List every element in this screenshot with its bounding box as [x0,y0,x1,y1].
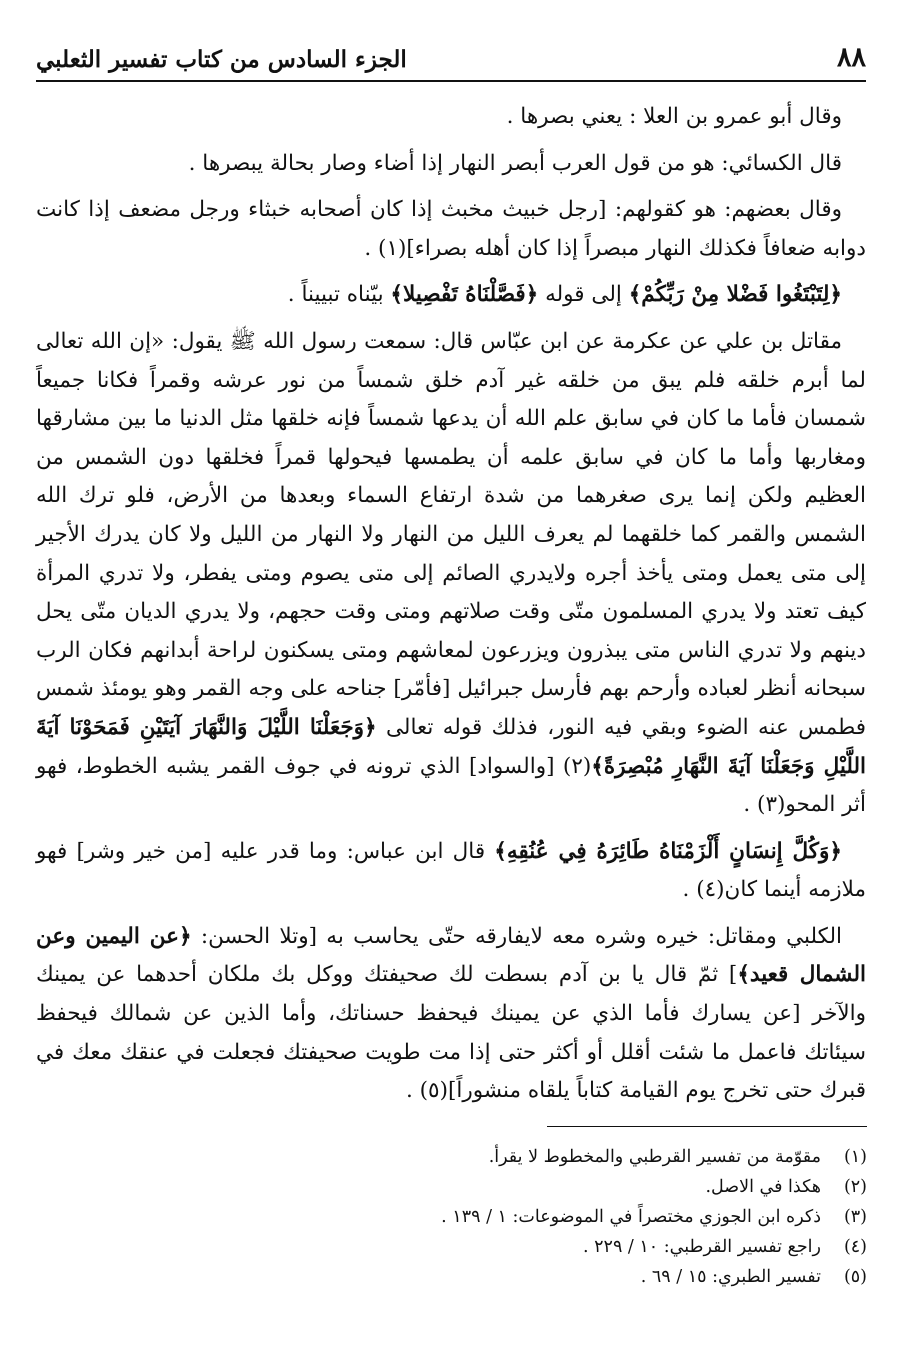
paragraph-verse-fadl [36,276,866,315]
paragraph-abu-amr [36,98,866,137]
footnote-divider [547,1126,867,1127]
quran-verse: ﴿وَكُلَّ إِنسَانٍ أَلْزَمْنَاهُ طَائِرَهُ فِي عُنُقِهِ﴾ [494,838,842,864]
paragraph-text: (٢) [والسواد] الذي ترونه في جوف القمر يشبه الخطوط، فهو أثر المحو(٣) . [36,753,866,818]
paragraph-kisai [36,145,866,184]
paragraph-text: مقاتل بن علي عن عكرمة عن ابن عبّاس قال: سمعت رسول الله ﷺ يقول: «إن الله تعالى لما أبرم خلقه فلم يبق من خلقه غير آدم خلق شمساً من نور عرشه وقمراً فكانا جميعاً شمسان فأما ما كان في سابق علم الله أن يدعها شمساً فإنه خلقها مثل الدنيا ما بين مشارقها ومغاربها وأما ما كان في سابق علمه أن يطمسها فيحولها قمراً فخلقها دون الشمس من العظيم ولكن إنما يرى صغرهما من شدة ارتفاع السماء وبعدها من الأرض، فلو ترك الله الشمس والقمر كما خلقهما لم يعرف الليل من النهار ولا النهار من الليل ولا كان يدرك الأجير إلى متى يعمل ومتى يأخذ أجره ولايدري الصائم إلى متى يصوم ومتى يفطر، ولا تدري المرأة كيف تعتد ولا يدري المسلمون متّى وقت صلاتهم ومتى وقت حجهم، ولا يدري الديان متّى يحل دينهم ولا تدري الناس متى يبذرون ويزرعون لمعاشهم ومتى يسكنون لراحة أبدانهم فكان الرب سبحانه أنظر لعباده وأرحم بهم فأرسل جبرائيل [فأمّر] جناحه على وجه القمر وهو يومئذ شمس فطمس عنه الضوء وبقي فيه النور، فذلك قوله تعالى [36,328,866,740]
footnote-text: هكذا في الاصل. [705,1177,821,1197]
footnote-text: ذكره ابن الجوزي مختصراً في الموضوعات: ١ / ١٣٩ . [441,1207,821,1227]
paragraph-muqatil-hadith [36,323,866,825]
footnote-number: (١) [843,1147,867,1167]
footnote-number: (٢) [843,1177,867,1197]
paragraph-text: الكلبي ومقاتل: خيره وشره معه لايفارقه حتّى يحاسب به [وتلا الحسن: [191,923,842,949]
quran-verse: ﴿وَجَعَلْنَا اللَّيْلَ وَالنَّهَارَ آيَتَيْنِ فَمَحَوْنَا آيَةَ اللَّيْلِ وَجَعَلْنَا آيَةَ النَّهَارِ مُبْصِرَةً﴾ [36,714,866,779]
footnote-number: (٥) [843,1267,867,1287]
paragraph-others [36,191,866,268]
footnote-item [37,1232,867,1262]
page-number: ٨٨ [836,42,866,73]
footnote-item [37,1202,867,1232]
footnotes [37,1142,867,1292]
footnote-number: (٣) [843,1207,867,1227]
footnote-item [37,1172,867,1202]
paragraph-text: بيّناه تبييناً . [287,282,391,308]
running-title: الجزء السادس من كتاب تفسير الثعلبي [36,46,407,73]
footnote-number: (٤) [843,1237,867,1257]
footnote-text: مقوّمة من تفسير القرطبي والمخطوط لا يقرأ. [488,1147,821,1167]
quran-verse: ﴿لِتَبْتَغُوا فَضْلا مِنْ رَبِّكُمْ﴾ [628,282,842,308]
paragraph-text: إلى قوله [538,282,629,308]
paragraph-text: ] ثمّ قال يا بن آدم بسطت لك صحيفتك ووكل بك ملكان أحدهما عن يمينك والآخر [عن يسارك فأما الذي عن يمينك فيحفظ حسناتك، وأما الذين عن شمالك فيحفظ سيئاتك فاعمل ما شئت أقلل أو أكثر حتى إذا مت طويت صحيفتك فجعلت في عنقك معك في قبرك حتى تخرج يوم القيامة كتاباً يلقاه منشوراً](٥) . [36,962,866,1104]
paragraph-text: وقال أبو عمرو بن العلا : يعني بصرها . [506,104,842,129]
paragraph-kalbi [36,918,866,1111]
paragraph-text: قال الكسائي: هو من قول العرب أبصر النهار إذا أضاء وصار بحالة يبصرها . [188,150,842,176]
paragraph-verse-insan [36,833,866,910]
paragraph-text: قال ابن عباس: وما قدر عليه [من خير وشر] فهو ملازمه أينما كان(٤) . [36,838,866,903]
page-header [36,40,866,82]
quran-verse: ﴿فَصَّلْنَاهُ تَفْصِيلا﴾ [390,282,539,308]
footnote-item [37,1142,867,1172]
footnote-text: راجع تفسير القرطبي: ١٠ / ٢٢٩ . [583,1237,821,1257]
quran-verse: ﴿عن اليمين وعن الشمال قعيد﴾ [36,923,866,988]
paragraph-text: وقال بعضهم: هو كقولهم: [رجل خبيث مخبث إذا كان أصحابه خبثاء ورجل مضعف إذا كانت دوابه ضعافاً فكذلك النهار مبصراً إذا كان أهله بصراء](١) . [36,197,866,261]
footnote-text: تفسير الطبري: ١٥ / ٦٩ . [640,1267,821,1287]
main-text [36,98,866,1119]
footnote-item [37,1262,867,1292]
